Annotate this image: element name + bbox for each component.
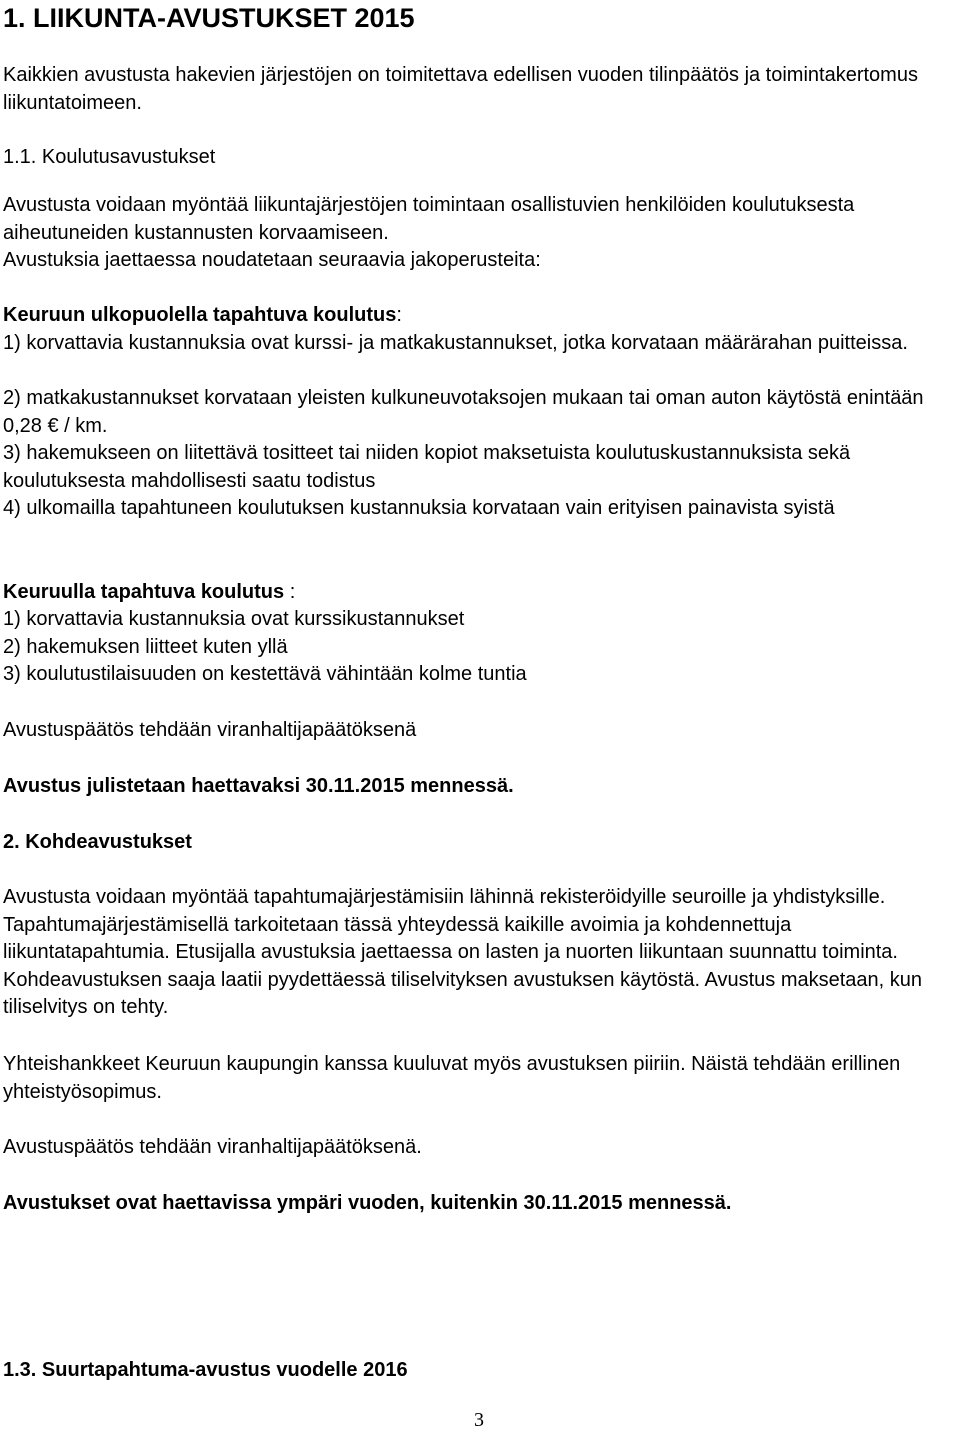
section-1-1-description: Avustusta voidaan myöntää liikuntajärjestöjen toimintaan osallistuvien henkilöiden koulutuksesta aiheutuneiden kustannusten korvaamiseen. — [3, 194, 855, 244]
local-item-3: 3) koulutustilaisuuden on kestettävä vähintään kolme tuntia — [3, 663, 527, 685]
intro-paragraph: Kaikkien avustusta hakevien järjestöjen on toimitettava edellisen vuoden tilinpäätös ja toimintakertomus liikuntatoimeen. — [3, 64, 918, 114]
section-1-1-deadline: Avustus julistetaan haettavaksi 30.11.2015 mennessä. — [3, 775, 514, 797]
outside-item-1: 1) korvattavia kustannuksia ovat kurssi- ja matkakustannukset, jotka korvataan määrärahan puitteissa. — [3, 332, 908, 354]
outside-training-heading — [3, 302, 402, 330]
local-training-heading-colon: : — [284, 581, 296, 603]
local-training-heading — [3, 579, 295, 607]
outside-item-4: 4) ulkomailla tapahtuneen koulutuksen kustannuksia korvataan vain erityisen painavista syistä — [3, 497, 835, 519]
local-training-heading-label: Keuruulla tapahtuva koulutus — [3, 581, 285, 603]
section-1-1-decision: Avustuspäätös tehdään viranhaltijapäätöksenä — [3, 719, 417, 741]
criteria-intro: Avustuksia jaettaessa noudatetaan seuraavia jakoperusteita: — [3, 249, 541, 271]
outside-training-heading-colon: : — [396, 304, 402, 326]
local-item-1: 1) korvattavia kustannuksia ovat kurssikustannukset — [3, 608, 465, 630]
outside-item-3: 3) hakemukseen on liitettävä tositteet tai niiden kopiot maksetuista koulutuskustannuksista sekä koulutuksesta mahdollisesti saatu todistus — [3, 442, 851, 492]
outside-item-2: 2) matkakustannukset korvataan yleisten kulkuneuvotaksojen mukaan tai oman auton käytöstä enintään 0,28 € / km. — [3, 387, 924, 437]
page-title: 1. LIIKUNTA-AVUSTUKSET 2015 — [3, 3, 415, 33]
outside-training-heading-label: Keuruun ulkopuolella tapahtuva koulutus — [3, 304, 397, 326]
section-1-1-heading: 1.1. Koulutusavustukset — [3, 146, 216, 168]
section-2-description: Avustusta voidaan myöntää tapahtumajärjestämisiin lähinnä rekisteröidyille seuroille ja yhdistyksille. Tapahtumajärjestämisellä tarkoitetaan tässä yhteydessä kaikille avoimia ja kohdennettuja liikuntatapahtumia. Etusijalla avustuksia jaettaessa on lasten ja nuorten liikuntaan suunnattu toiminta. Kohdeavustuksen saaja laatii pyydettäessä tiliselvityksen avustuksen käytöstä. Avustus maksetaan, kun tiliselvitys on tehty. — [3, 886, 923, 1018]
page-number: 3 — [474, 1409, 484, 1431]
section-2-deadline: Avustukset ovat haettavissa ympäri vuoden, kuitenkin 30.11.2015 mennessä. — [3, 1192, 732, 1214]
section-2-heading: 2. Kohdeavustukset — [3, 831, 192, 853]
joint-projects-paragraph: Yhteishankkeet Keuruun kaupungin kanssa kuuluvat myös avustuksen piiriin. Näistä tehdään erillinen yhteistyösopimus. — [3, 1053, 901, 1103]
local-item-2: 2) hakemuksen liitteet kuten yllä — [3, 636, 288, 658]
section-1-3-heading: 1.3. Suurtapahtuma-avustus vuodelle 2016 — [3, 1359, 408, 1381]
section-2-decision: Avustuspäätös tehdään viranhaltijapäätöksenä. — [3, 1136, 422, 1158]
